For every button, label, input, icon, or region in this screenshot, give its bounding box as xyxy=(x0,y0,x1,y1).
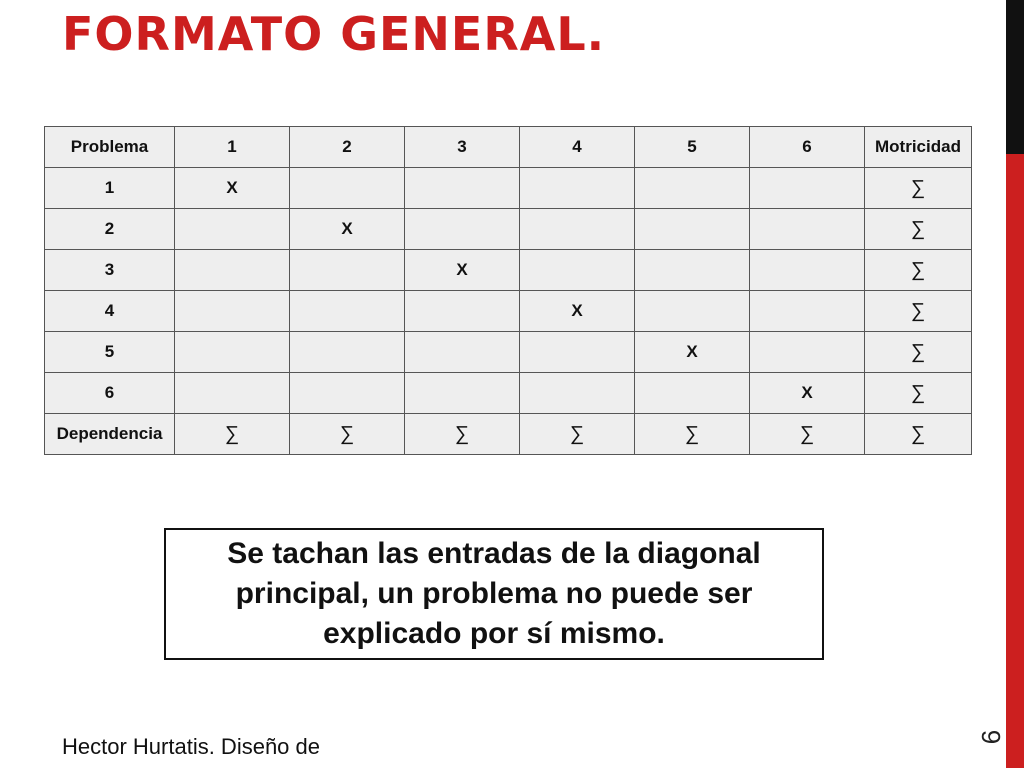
note-text: Se tachan las entradas de la diagonal principal, un problema no puede ser explicado por sí mismo. xyxy=(227,537,761,650)
matrix-cell xyxy=(635,250,750,291)
matrix-cell xyxy=(635,291,750,332)
footer-author: Hector Hurtatis. Diseño de xyxy=(62,734,320,759)
matrix-cell xyxy=(750,291,865,332)
sum-cell: ∑ xyxy=(865,373,972,414)
matrix-cell xyxy=(290,291,405,332)
matrix-cell xyxy=(520,209,635,250)
sum-cell: ∑ xyxy=(865,291,972,332)
sum-cell: ∑ xyxy=(865,250,972,291)
matrix-cell xyxy=(175,373,290,414)
table-row xyxy=(45,373,972,414)
matrix-cell xyxy=(405,373,520,414)
header-col-4: 4 xyxy=(520,127,635,168)
sidebar-accent-red xyxy=(1006,154,1024,768)
row-label: 6 xyxy=(45,373,175,414)
sum-cell: ∑ xyxy=(865,168,972,209)
sum-cell: ∑ xyxy=(865,332,972,373)
matrix-cell xyxy=(750,168,865,209)
sum-cell: ∑ xyxy=(865,209,972,250)
matrix-cell xyxy=(290,250,405,291)
sum-cell: ∑ xyxy=(290,414,405,455)
matrix-cell xyxy=(635,209,750,250)
diagonal-mark-cell: X xyxy=(405,250,520,291)
matrix-cell xyxy=(635,168,750,209)
matrix-cell xyxy=(750,250,865,291)
table-row xyxy=(45,414,972,455)
matrix-cell xyxy=(520,332,635,373)
matrix-cell xyxy=(290,168,405,209)
row-label: 4 xyxy=(45,291,175,332)
sum-cell: ∑ xyxy=(635,414,750,455)
influence-matrix-table xyxy=(44,126,972,455)
header-col-3: 3 xyxy=(405,127,520,168)
header-motricidad: Motricidad xyxy=(865,127,972,168)
slide-title: FORMATO GENERAL. xyxy=(62,7,606,61)
diagonal-mark-cell: X xyxy=(520,291,635,332)
matrix-cell xyxy=(290,332,405,373)
header-col-1: 1 xyxy=(175,127,290,168)
matrix-cell xyxy=(405,332,520,373)
row-label: 1 xyxy=(45,168,175,209)
sum-cell: ∑ xyxy=(405,414,520,455)
matrix-cell xyxy=(405,291,520,332)
note-box xyxy=(164,528,824,660)
table-row xyxy=(45,250,972,291)
header-col-5: 5 xyxy=(635,127,750,168)
sum-cell: ∑ xyxy=(520,414,635,455)
header-col-6: 6 xyxy=(750,127,865,168)
sum-cell: ∑ xyxy=(865,414,972,455)
row-label: 3 xyxy=(45,250,175,291)
diagonal-mark-cell: X xyxy=(175,168,290,209)
header-problema: Problema xyxy=(45,127,175,168)
table-row xyxy=(45,332,972,373)
matrix-cell xyxy=(175,250,290,291)
sum-cell: ∑ xyxy=(750,414,865,455)
row-label: 2 xyxy=(45,209,175,250)
table-header-row xyxy=(45,127,972,168)
header-col-2: 2 xyxy=(290,127,405,168)
matrix-cell xyxy=(750,209,865,250)
slide-number: 9 xyxy=(976,729,1006,745)
matrix-cell xyxy=(520,250,635,291)
row-label: Dependencia xyxy=(45,414,175,455)
matrix-cell xyxy=(520,373,635,414)
matrix-cell xyxy=(750,332,865,373)
diagonal-mark-cell: X xyxy=(635,332,750,373)
matrix-cell xyxy=(175,291,290,332)
matrix-cell xyxy=(175,209,290,250)
row-label: 5 xyxy=(45,332,175,373)
diagonal-mark-cell: X xyxy=(290,209,405,250)
matrix-cell xyxy=(635,373,750,414)
matrix-cell xyxy=(290,373,405,414)
matrix-cell xyxy=(175,332,290,373)
table-row xyxy=(45,209,972,250)
table-row xyxy=(45,291,972,332)
diagonal-mark-cell: X xyxy=(750,373,865,414)
table-row xyxy=(45,168,972,209)
matrix-cell xyxy=(405,168,520,209)
matrix-cell xyxy=(405,209,520,250)
sum-cell: ∑ xyxy=(175,414,290,455)
matrix-cell xyxy=(520,168,635,209)
sidebar-accent-dark xyxy=(1006,0,1024,154)
